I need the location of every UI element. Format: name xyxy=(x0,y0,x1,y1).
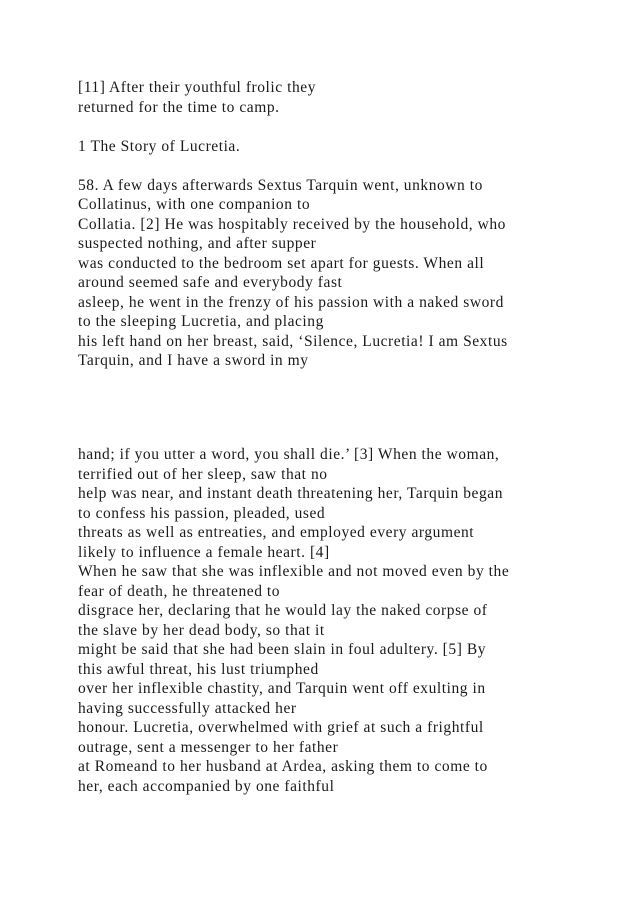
text-line: returned for the time to camp. xyxy=(78,98,280,116)
text-line: this awful threat, his lust triumphed xyxy=(78,660,319,678)
text-line: threats as well as entreaties, and employed every argument xyxy=(78,524,475,541)
text-line: the slave by her dead body, so that it xyxy=(78,621,325,639)
text-line: around seemed safe and everybody fast xyxy=(78,274,343,291)
text-line: her, each accompanied by one faithful xyxy=(78,777,335,795)
text-line: When he saw that she was inflexible and not moved even by the xyxy=(78,563,510,580)
text-block-upper xyxy=(78,78,618,371)
text-line: Tarquin, and I have a sword in my xyxy=(78,352,309,369)
text-line: having successfully attacked her xyxy=(78,699,297,717)
text-block-lower xyxy=(78,445,618,796)
text-line: outrage, sent a messenger to her father xyxy=(78,738,339,756)
text-line: his left hand on her breast, said, ‘Silence, Lucretia! I am Sextus xyxy=(78,332,508,350)
text-line: likely to influence a female heart. [4] xyxy=(78,543,330,561)
paragraph-gap xyxy=(78,156,618,176)
section-heading: 1 The Story of Lucretia. xyxy=(78,137,241,155)
paragraph-gap xyxy=(78,117,618,137)
text-line: terrified out of her sleep, saw that no xyxy=(78,465,328,483)
text-line: might be said that she had been slain in foul adultery. [5] By xyxy=(78,641,487,658)
text-line: disgrace her, declaring that he would lay the naked corpse of xyxy=(78,602,488,619)
text-line: asleep, he went in the frenzy of his passion with a naked sword xyxy=(78,293,504,311)
text-line: honour. Lucretia, overwhelmed with grief at such a frightful xyxy=(78,719,484,736)
text-line: to confess his passion, pleaded, used xyxy=(78,504,326,522)
text-line: Collatinus, with one companion to xyxy=(78,196,311,213)
text-line: [11] After their youthful frolic they xyxy=(78,79,317,96)
text-line: suspected nothing, and after supper xyxy=(78,235,317,252)
text-line: was conducted to the bedroom set apart for guests. When all xyxy=(78,254,485,272)
text-line: hand; if you utter a word, you shall die.’ [3] When the woman, xyxy=(78,446,500,463)
text-line: over her inflexible chastity, and Tarquin went off exulting in xyxy=(78,680,486,697)
text-line: help was near, and instant death threatening her, Tarquin began xyxy=(78,485,503,502)
text-line: Collatia. [2] He was hospitably received by the household, who xyxy=(78,215,506,233)
text-line: fear of death, he threatened to xyxy=(78,582,281,600)
text-line: at Romeand to her husband at Ardea, asking them to come to xyxy=(78,758,488,775)
text-line: to the sleeping Lucretia, and placing xyxy=(78,313,324,330)
text-line: 58. A few days afterwards Sextus Tarquin went, unknown to xyxy=(78,176,483,194)
